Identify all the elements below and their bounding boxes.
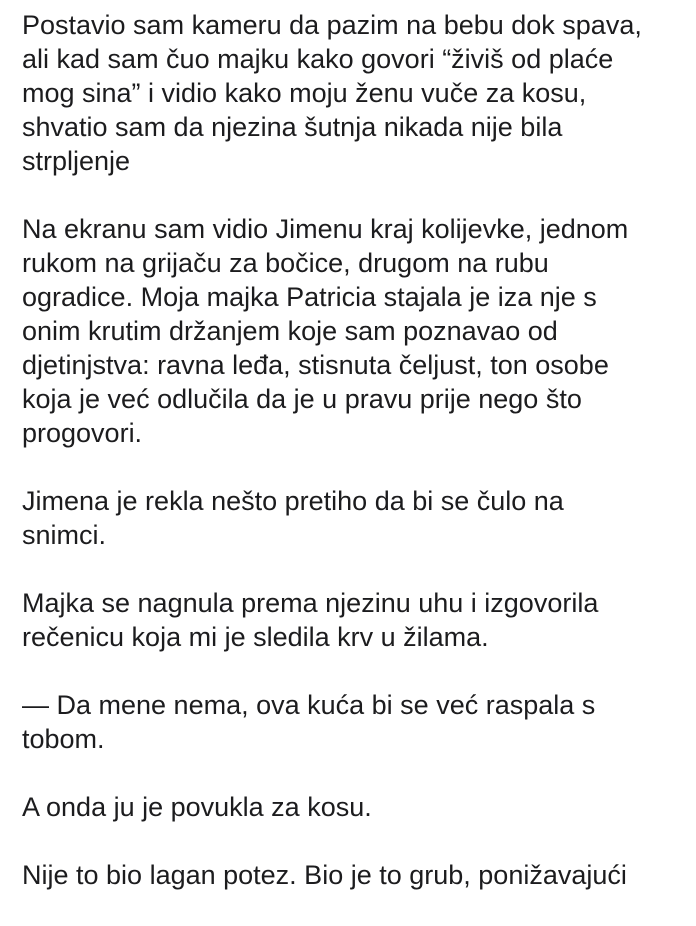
text-line: onim krutim držanjem koje sam poznavao od [22, 316, 558, 346]
text-line: djetinjstva: ravna leđa, stisnuta čeljust, ton osobe [22, 350, 609, 380]
text-line: snimci. [22, 520, 107, 550]
article-body [22, 8, 690, 926]
text-line: Nije to bio lagan potez. Bio je to grub, ponižavajući [22, 860, 627, 890]
text-line: Majka se nagnula prema njezinu uhu i izgovorila [22, 588, 599, 618]
text-line: rukom na grijaču za bočice, drugom na rubu [22, 248, 549, 278]
paragraph-4 [22, 586, 690, 654]
paragraph-6 [22, 790, 690, 824]
paragraph-1 [22, 8, 690, 178]
text-line: tobom. [22, 724, 105, 754]
text-line: ogradice. Moja majka Patricia stajala je iza nje s [22, 282, 597, 312]
paragraph-7 [22, 858, 690, 892]
paragraph-5-dialogue [22, 688, 690, 756]
text-line: — Da mene nema, ova kuća bi se već raspala s [22, 690, 596, 720]
text-line: Postavio sam kameru da pazim na bebu dok spava, [22, 10, 642, 40]
text-line: mog sina” i vidio kako moju ženu vuče za kosu, [22, 78, 587, 108]
text-line: Jimena je rekla nešto pretiho da bi se čulo na [22, 486, 564, 516]
text-line: progovori. [22, 418, 143, 448]
text-line: Na ekranu sam vidio Jimenu kraj kolijevke, jednom [22, 214, 629, 244]
text-line: A onda ju je povukla za kosu. [22, 792, 372, 822]
text-line: strpljenje [22, 146, 131, 176]
paragraph-3 [22, 484, 690, 552]
text-line: koja je već odlučila da je u pravu prije nego što [22, 384, 582, 414]
text-line: ali kad sam čuo majku kako govori “živiš od plaće [22, 44, 614, 74]
text-line: shvatio sam da njezina šutnja nikada nije bila [22, 112, 563, 142]
text-line: rečenicu koja mi je sledila krv u žilama. [22, 622, 489, 652]
paragraph-2 [22, 212, 690, 450]
